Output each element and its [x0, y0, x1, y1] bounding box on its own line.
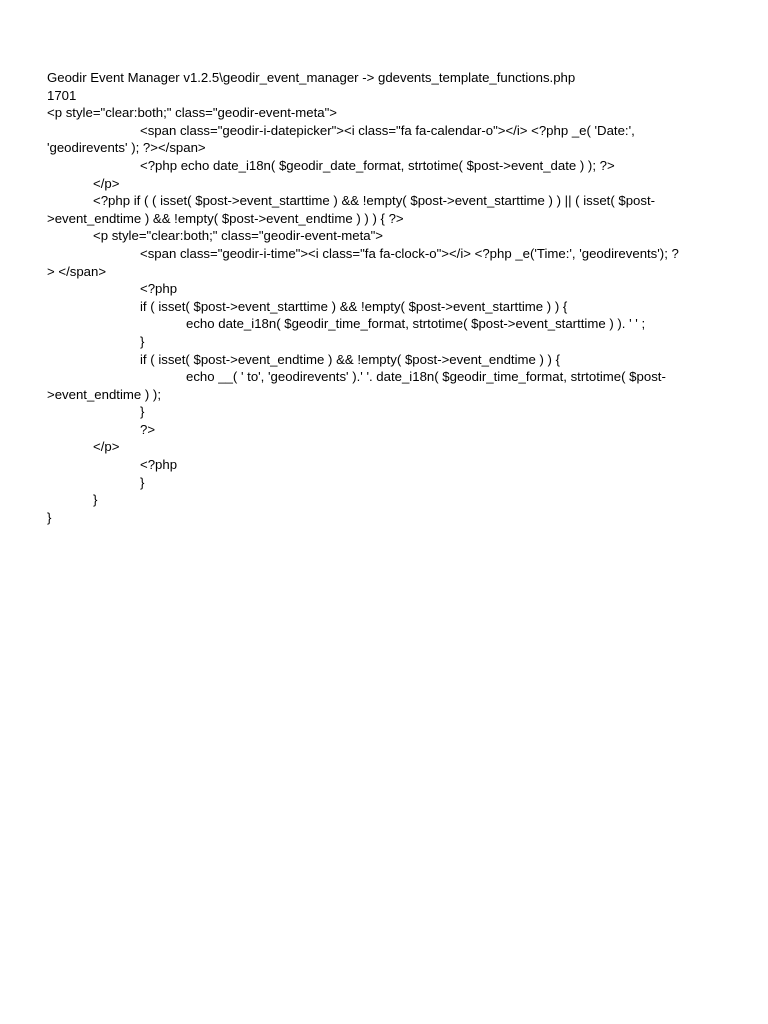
code-line: echo __( ' to', 'geodirevents' ).' '. date_i18n( $geodir_time_format, strtotime( $post- [186, 369, 666, 385]
code-line: } [47, 509, 52, 525]
code-line: >event_endtime ) && !empty( $post->event_endtime ) ) ) { ?> [47, 210, 404, 226]
code-line: } [140, 404, 145, 420]
code-line: <?php [140, 457, 178, 473]
code-line: echo date_i18n( $geodir_time_format, strtotime( $post->event_starttime ) ). ' ' ; [186, 316, 646, 332]
code-line: <?php if ( ( isset( $post->event_starttime ) && !empty( $post->event_starttime ) ) || ( isset( $post- [93, 193, 656, 209]
code-line: </p> [93, 175, 120, 191]
code-line: > </span> [47, 263, 107, 279]
code-line: <p style="clear:both;" class="geodir-event-meta"> [93, 228, 383, 244]
code-line: } [140, 333, 145, 349]
code-line: <?php echo date_i18n( $geodir_date_format, strtotime( $post->event_date ) ); ?> [140, 157, 615, 173]
code-lines [47, 104, 727, 526]
code-line: 'geodirevents' ); ?></span> [47, 140, 206, 156]
code-line: } [140, 474, 145, 490]
code-line: <p style="clear:both;" class="geodir-event-meta"> [47, 105, 337, 121]
document-header: Geodir Event Manager v1.2.5\geodir_event_manager -> gdevents_template_functions.php [47, 70, 576, 85]
code-line: <?php [140, 281, 178, 297]
code-line: >event_endtime ) ); [47, 386, 161, 402]
code-line: if ( isset( $post->event_endtime ) && !empty( $post->event_endtime ) ) { [140, 351, 560, 367]
code-line: <span class="geodir-i-time"><i class="fa fa-clock-o"></i> <?php _e('Time:', 'geodirevents'); ? [140, 245, 679, 261]
code-line: ?> [140, 421, 156, 437]
document-number: 1701 [47, 87, 77, 103]
code-line: } [93, 492, 98, 508]
code-listing [47, 69, 727, 526]
code-line: </p> [93, 439, 120, 455]
code-line: <span class="geodir-i-datepicker"><i class="fa fa-calendar-o"></i> <?php _e( 'Date:', [140, 122, 635, 138]
code-line: if ( isset( $post->event_starttime ) && !empty( $post->event_starttime ) ) { [140, 298, 568, 314]
